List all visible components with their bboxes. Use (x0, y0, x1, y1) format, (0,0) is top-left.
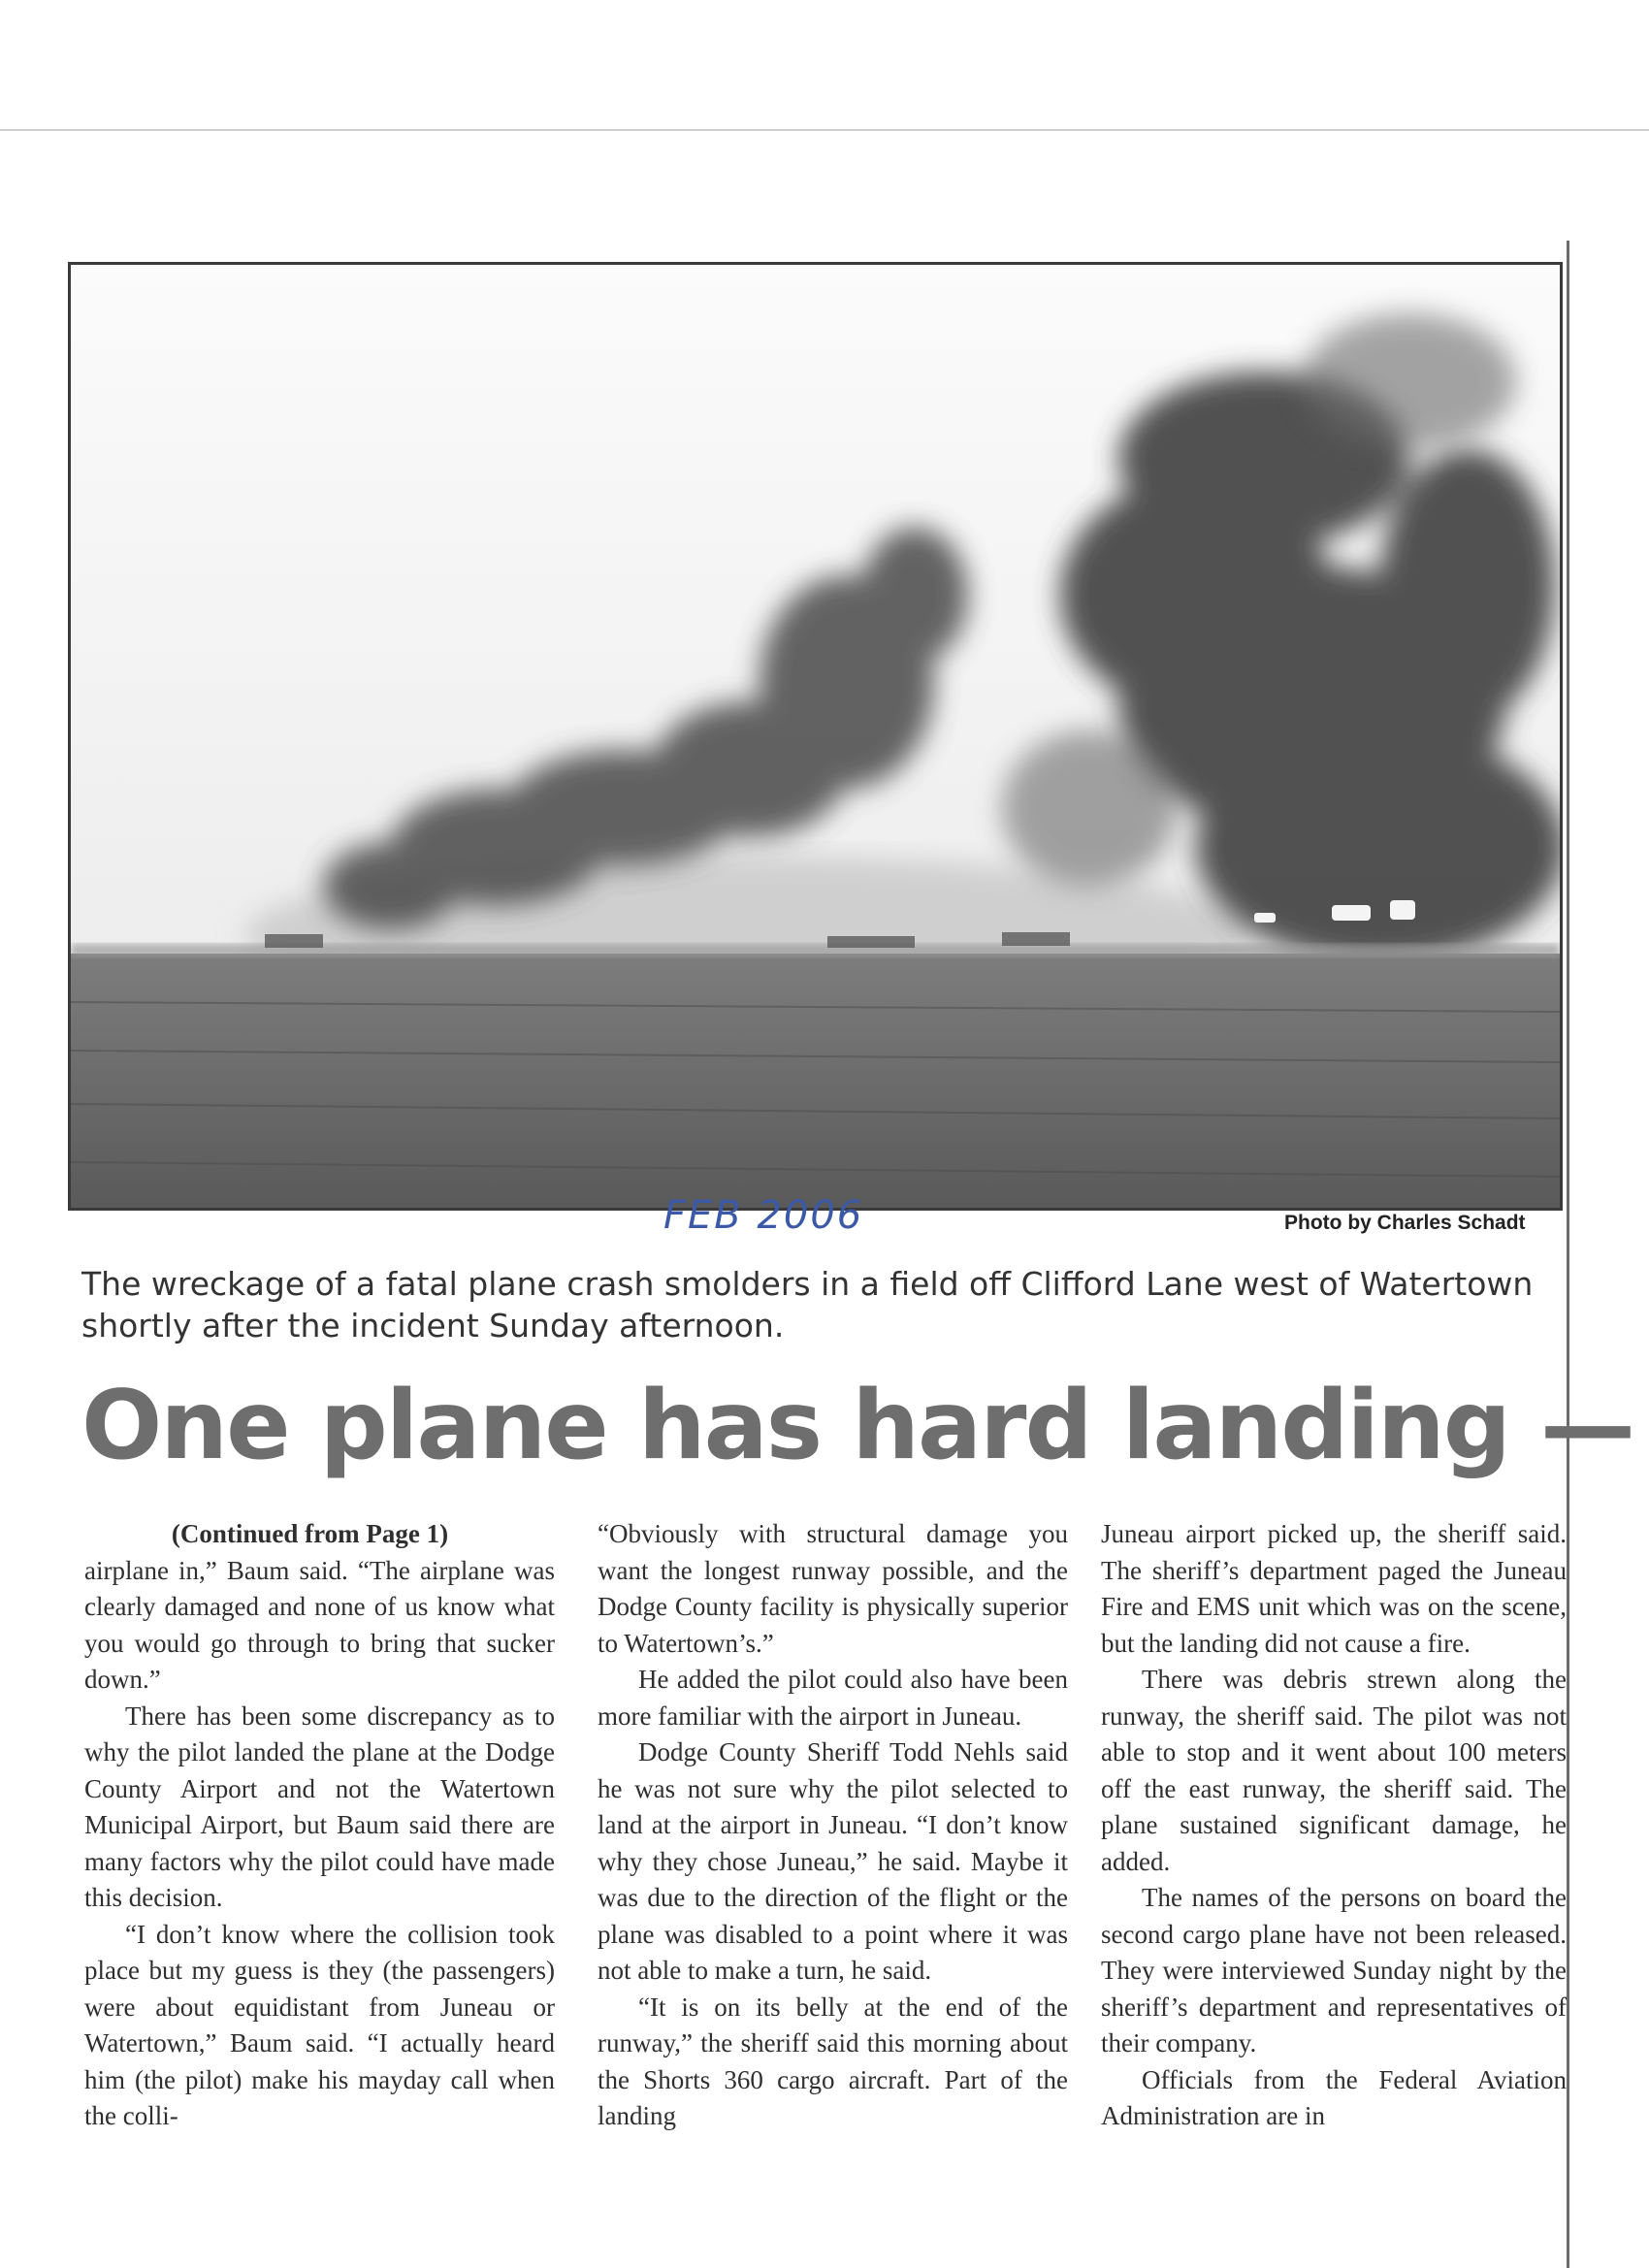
paragraph: Dodge County Sheriff Todd Nehls said he was not sure why the pilot selected to land at the airport in Juneau. “I don’t know why they chose Juneau,” he said. Maybe it was due to the direction of the flight or the plane was disabled to a point where it was not able to make a turn, he said. (598, 1737, 1068, 1985)
paragraph: There has been some discrepancy as to why the pilot landed the plane at the Dodge County Airport and not the Watertown Municipal Airport, but Baum said there are many factors why the pilot could have made this decision. (84, 1701, 555, 1912)
paragraph: The names of the persons on board the second cargo plane have not been released. They were interviewed Sunday night by the sheriff’s department and representatives of their company. (1101, 1883, 1567, 2057)
paragraph: He added the pilot could also have been more familiar with the airport in Juneau. (598, 1665, 1068, 1731)
paragraph: “It is on its belly at the end of the runway,” the sheriff said this morning about the Shorts 360 cargo aircraft. Part of the landing (598, 1992, 1068, 2130)
headline: One plane has hard landing — (81, 1371, 1633, 1481)
article-column-2 (598, 1516, 1068, 2263)
article-column-3 (1101, 1516, 1567, 2263)
photo-credit: Photo by Charles Schadt (1284, 1212, 1526, 1234)
paragraph: There was debris strewn along the runway, the sheriff said. The pilot was not able to stop and it went about 100 meters off the east runway, the sheriff said. The plane sustained significant damage, he added. (1101, 1665, 1567, 1876)
continued-from-label: (Continued from Page 1) (171, 1519, 449, 1548)
page-top-edge (0, 129, 1649, 131)
paragraph: Officials from the Federal Aviation Administration are in (1101, 2064, 1567, 2130)
paragraph: Juneau airport picked up, the sheriff said. The sheriff’s department paged the Juneau Fire and EMS unit which was on the scene, but the landing did not cause a fire. (1101, 1519, 1567, 1658)
paragraph: “I don’t know where the collision took place but my guess is they (the passengers) were about equidistant from Juneau or Watertown,” Baum said. “I actually heard him (the pilot) make his mayday call when the colli- (84, 1919, 555, 2130)
handwritten-date: FEB 2006 (663, 1193, 864, 1238)
smoke-field-illustration (71, 265, 1560, 1208)
paragraph: “Obviously with structural damage you want the longest runway possible, and the Dodge County facility is physically superior to Watertown’s.” (598, 1519, 1068, 1658)
article-column-1 (84, 1516, 555, 2263)
column-rule (1567, 241, 1569, 2268)
paragraph: airplane in,” Baum said. “The airplane was clearly damaged and none of us know what you would go through to bring that sucker down.” (84, 1555, 555, 1694)
news-photo (68, 262, 1563, 1211)
photo-caption: The wreckage of a fatal plane crash smolders in a field off Clifford Lane west of Watertown shortly after the incident Sunday afternoon. (81, 1265, 1534, 1345)
